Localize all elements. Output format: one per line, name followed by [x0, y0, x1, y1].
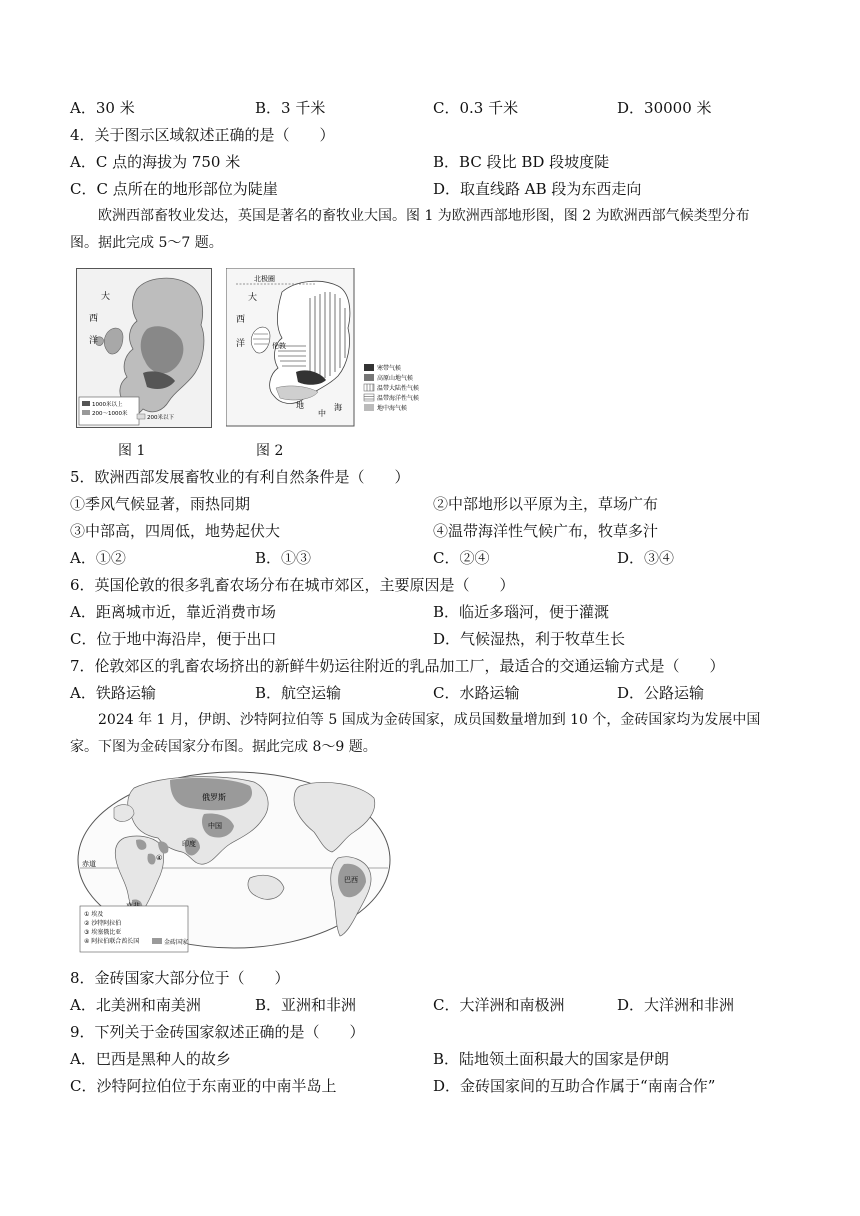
q4-stem: 4．关于图示区域叙述正确的是（ ） — [70, 126, 335, 144]
q9-option-d[interactable]: D．金砖国家间的互助合作属于“南南合作” — [433, 1077, 716, 1095]
q9-options-row2 — [70, 1073, 800, 1099]
q6-option-a[interactable]: A．距离城市近，靠近消费市场 — [70, 603, 276, 621]
fig2-label-di: 地 — [296, 401, 304, 410]
q8-stem: 8．金砖国家大部分位于（ ） — [70, 969, 290, 987]
q8-option-b[interactable]: B．亚洲和非洲 — [255, 996, 357, 1014]
q7-option-a[interactable]: A．铁路运输 — [70, 684, 156, 702]
q8-options — [70, 992, 800, 1018]
q9-option-c[interactable]: C．沙特阿拉伯位于东南亚的中南半岛上 — [70, 1077, 337, 1095]
fig2-label-hai: 海 — [334, 403, 342, 412]
fig3-label-equator: 赤道 — [82, 860, 96, 868]
fig3-label-india: 印度 — [182, 840, 196, 848]
q9-option-b[interactable]: B．陆地领土面积最大的国家是伊朗 — [433, 1050, 670, 1068]
q7-option-d[interactable]: D．公路运输 — [617, 684, 705, 702]
q6-stem: 6．英国伦敦的很多乳畜农场分布在城市郊区，主要原因是（ ） — [70, 576, 515, 594]
q4-options-row1 — [70, 149, 800, 175]
q4-option-b[interactable]: B．BC 段比 BD 段坡度陡 — [433, 153, 610, 171]
q3-option-b[interactable]: B．3 千米 — [255, 99, 326, 117]
q4-option-c[interactable]: C．C 点所在的地形部位为陡崖 — [70, 180, 278, 198]
fig2-label-yang: 洋 — [236, 339, 246, 349]
q3-options — [70, 95, 800, 121]
fig2-legend-4: 温带海洋性气候 — [377, 395, 420, 402]
fig1-label-xi: 西 — [89, 314, 99, 324]
fig2-label-london: 伦敦 — [272, 342, 286, 350]
q5-statements-row1 — [70, 491, 800, 517]
q6-option-d[interactable]: D．气候湿热，利于牧草生长 — [433, 630, 626, 648]
q7-stem: 7．伦敦郊区的乳畜农场挤出的新鲜牛奶运往附近的乳品加工厂，最适合的交通运输方式是（ ） — [70, 657, 725, 675]
fig2-legend-5: 地中海气候 — [377, 405, 408, 412]
figure-2-climate-map — [226, 268, 444, 428]
passage1-line2: 图。据此完成 5～7 题。 — [70, 235, 223, 251]
q7-option-b[interactable]: B．航空运输 — [255, 684, 342, 702]
q5-statement-4: ④温带海洋性气候广布，牧草多汁 — [433, 522, 659, 540]
q6-options-row1 — [70, 599, 800, 625]
fig3-legend-ethiopia: ③ 埃塞俄比亚 — [84, 929, 122, 936]
q5-statement-2: ②中部地形以平原为主，草场广布 — [433, 495, 659, 513]
q5-option-d[interactable]: D．③④ — [617, 549, 675, 567]
q9-stem: 9．下列关于金砖国家叙述正确的是（ ） — [70, 1023, 365, 1041]
q7-options — [70, 680, 800, 706]
fig2-label-arctic-circle: 北极圈 — [254, 275, 275, 283]
q8-option-d[interactable]: D．大洋洲和非洲 — [617, 996, 735, 1014]
fig1-legend-2: 200～1000米 — [92, 411, 128, 417]
fig1-label-da: 大 — [101, 292, 111, 302]
q8-option-a[interactable]: A．北美洲和南美洲 — [70, 996, 201, 1014]
fig2-legend-1: 寒带气候 — [377, 365, 402, 372]
q5-statement-1: ①季风气候显著，雨热同期 — [70, 495, 251, 513]
q8-option-c[interactable]: C．大洋洲和南极洲 — [433, 996, 565, 1014]
fig3-legend-key: 金砖国家 — [164, 939, 189, 946]
passage1-line1: 欧洲西部畜牧业发达，英国是著名的畜牧业大国。图 1 为欧洲西部地形图，图 2 为欧洲西部气候类型分布 — [98, 208, 750, 224]
q5-option-b[interactable]: B．①③ — [255, 549, 312, 567]
fig2-legend-2: 高原山地气候 — [377, 375, 414, 382]
figure-1-terrain-map — [76, 268, 212, 428]
q5-statements-row2 — [70, 518, 800, 544]
q9-options-row1 — [70, 1046, 800, 1072]
q4-option-a[interactable]: A．C 点的海拔为 750 米 — [70, 153, 241, 171]
fig1-legend-3: 200米以下 — [147, 415, 174, 421]
q6-options-row2 — [70, 626, 800, 652]
fig3-label-four: ④ — [156, 854, 163, 862]
fig3-label-brazil: 巴西 — [344, 876, 358, 884]
fig3-label-china: 中国 — [208, 822, 222, 830]
q4-options-row2 — [70, 176, 800, 202]
q7-option-c[interactable]: C．水路运输 — [433, 684, 520, 702]
fig2-label-da: 大 — [248, 293, 258, 303]
q3-option-c[interactable]: C．0.3 千米 — [433, 99, 519, 117]
fig1-legend-1: 1000米以上 — [92, 402, 123, 408]
figure-3-brics-map — [74, 768, 394, 956]
fig2-caption: 图 2 — [256, 443, 284, 459]
passage2-line2: 家。下图为金砖国家分布图。据此完成 8～9 题。 — [70, 739, 377, 755]
q5-statement-3: ③中部高，四周低，地势起伏大 — [70, 522, 281, 540]
fig2-label-xi: 西 — [236, 315, 246, 325]
q4-option-d[interactable]: D．取直线路 AB 段为东西走向 — [433, 180, 642, 198]
q5-options — [70, 545, 800, 571]
fig2-legend — [364, 364, 419, 412]
fig2-legend-3: 温带大陆性气候 — [377, 385, 420, 392]
q5-stem: 5．欧洲西部发展畜牧业的有利自然条件是（ ） — [70, 468, 410, 486]
fig3-label-russia: 俄罗斯 — [202, 793, 226, 802]
fig2-label-zhong: 中 — [318, 409, 326, 418]
fig3-legend-egypt: ① 埃及 — [84, 911, 104, 918]
fig3-legend-uae: ④ 阿拉伯联合酋长国 — [84, 938, 140, 945]
fig3-legend-saudi: ② 沙特阿拉伯 — [84, 920, 122, 927]
q5-option-c[interactable]: C．②④ — [433, 549, 490, 567]
q9-option-a[interactable]: A．巴西是黑种人的故乡 — [70, 1050, 231, 1068]
q3-option-a[interactable]: A．30 米 — [70, 99, 135, 117]
q5-option-a[interactable]: A．①② — [70, 549, 126, 567]
q3-option-d[interactable]: D．30000 米 — [617, 99, 712, 117]
fig1-caption: 图 1 — [118, 443, 146, 459]
fig1-label-yang: 洋 — [89, 336, 99, 346]
passage2-line1: 2024 年 1 月，伊朗、沙特阿拉伯等 5 国成为金砖国家，成员国数量增加到 10 个，金砖国家均为发展中国 — [98, 712, 761, 728]
q6-option-b[interactable]: B．临近多瑙河，便于灌溉 — [433, 603, 610, 621]
q6-option-c[interactable]: C．位于地中海沿岸，便于出口 — [70, 630, 277, 648]
